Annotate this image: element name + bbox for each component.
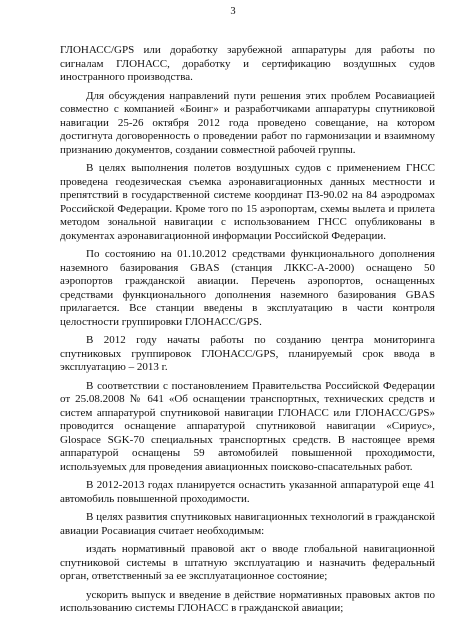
paragraph-6: В соответствии с постановлением Правительства Российской Федерации от 25.08.2008 № 641 «Об оснащении транспортных, технических средств и систем аппаратурой спутниковой навигации ГЛОНАСС или ГЛОНАСС/GPS» проводится оснащение аппаратурой спутниковой навигации «Сириус», Glospace SGK-70 специальных транспортных средств. В настоящее время аппаратурой оснащены 59 автомобилей повышенной проходимости, используемых для проведения авиационных поисково-спасательных работ. (60, 379, 435, 473)
paragraph-10: ускорить выпуск и введение в действие нормативных правовых актов по использованию системы ГЛОНАСС в гражданской авиации; (60, 588, 435, 614)
paragraph-5: В 2012 году начаты работы по созданию центра мониторинга спутниковых группировок ГЛОНАСС/GPS, планируемый срок ввода в эксплуатацию – 2013 г. (60, 334, 435, 373)
page-number: 3 (230, 6, 236, 17)
paragraph-9: издать нормативный правовой акт о вводе глобальной навигационной спутниковой системы в штатную эксплуатацию и назначить федеральный орган, ответственный за ее эксплуатационное состояние; (60, 543, 435, 582)
paragraph-2: Для обсуждения направлений пути решения этих проблем Росавиацией совместно с компанией «Боинг» и разработчиками аппаратуры спутниковой навигации 25-26 октября 2012 года проведено совещание, на котором достигнута договоренность о проведении работ по гармонизации и взаимному признанию документов, создании совместной рабочей группы. (60, 89, 435, 156)
paragraph-3: В целях выполнения полетов воздушных судов с применением ГНСС проведена геодезическая съемка аэронавигационных данных местности и препятствий в государственной системе координат ПЗ-90.02 на 84 аэродромах Российской Федерации. Кроме того по 15 аэропортам, схемы вылета и прилета методом зональной навигации с использованием ГНСС опубликованы в документах аэронавигационной информации Российской Федерации. (60, 162, 435, 242)
paragraph-8: В целях развития спутниковых навигационных технологий в гражданской авиации Росавиация считает необходимым: (60, 511, 435, 537)
paragraph-7: В 2012-2013 годах планируется оснастить указанной аппаратурой еще 41 автомобиль повышенной проходимости. (60, 479, 435, 505)
paragraph-4: По состоянию на 01.10.2012 средствами функционального дополнения наземного базирования GBAS (станция ЛККС-А-2000) оснащено 50 аэропортов гражданской авиации. Перечень аэропортов, оснащенных средствами функционального дополнения наземного базирования GBAS прилагается. Все станции введены в эксплуатацию в части контроля целостности группировки ГЛОНАСС/GPS. (60, 248, 435, 328)
document-body (60, 44, 435, 621)
paragraph-1: ГЛОНАСС/GPS или доработку зарубежной аппаратуры для работы по сигналам ГЛОНАСС, доработку и сертификацию воздушных судов иностранного производства. (60, 44, 435, 83)
